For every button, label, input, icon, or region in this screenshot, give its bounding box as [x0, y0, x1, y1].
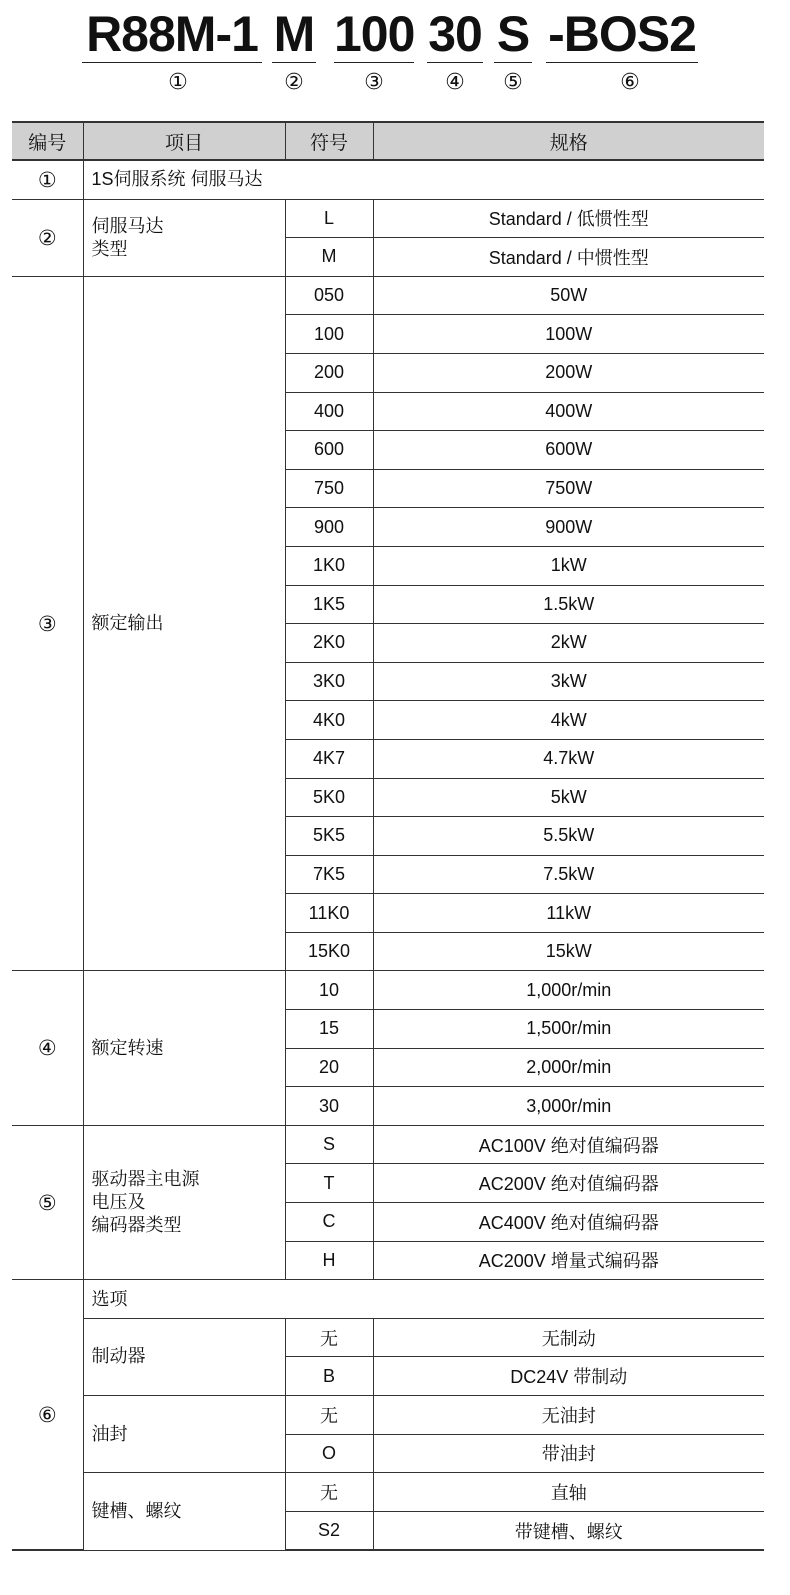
row-spec: 2,000r/min — [373, 1048, 764, 1087]
row-spec: 11kW — [373, 894, 764, 933]
section-item: 驱动器主电源 电压及 编码器类型 — [83, 1125, 285, 1279]
section-number: ⑥ — [12, 1280, 83, 1551]
table-row — [12, 1473, 764, 1512]
row-symbol: 20 — [285, 1048, 373, 1087]
row-spec: Standard / 低惯性型 — [373, 199, 764, 238]
row-spec: 7.5kW — [373, 855, 764, 894]
code-underline — [272, 62, 316, 63]
row-spec: 4.7kW — [373, 739, 764, 778]
row-spec: Standard / 中惯性型 — [373, 238, 764, 277]
table-row — [12, 1396, 764, 1435]
row-symbol: 5K5 — [285, 817, 373, 856]
row-symbol: 4K0 — [285, 701, 373, 740]
code-marker: ② — [284, 70, 304, 95]
row-symbol: T — [285, 1164, 373, 1203]
row-spec: 5.5kW — [373, 817, 764, 856]
row-symbol: 200 — [285, 353, 373, 392]
row-spec: 1,000r/min — [373, 971, 764, 1010]
code-segment-speed — [427, 6, 483, 62]
row-symbol: 10 — [285, 971, 373, 1010]
code-segment-text: 30 — [428, 6, 482, 62]
code-marker: ⑥ — [620, 70, 640, 95]
code-underline — [82, 62, 262, 63]
row-spec: 50W — [373, 276, 764, 315]
row-symbol: 11K0 — [285, 894, 373, 933]
row-symbol: M — [285, 238, 373, 277]
row-symbol: 30 — [285, 1087, 373, 1126]
section-number: ② — [12, 199, 83, 276]
row-symbol: 无 — [285, 1473, 373, 1512]
table-row — [12, 1318, 764, 1357]
code-segment-type — [272, 6, 316, 62]
code-segment-options — [546, 6, 698, 62]
option-item: 油封 — [83, 1396, 285, 1473]
row-spec: AC100V 绝对值编码器 — [373, 1125, 764, 1164]
table-row — [12, 971, 764, 1010]
row-symbol: 100 — [285, 315, 373, 354]
table-body — [12, 160, 764, 1550]
option-item: 制动器 — [83, 1318, 285, 1395]
code-marker: ① — [168, 70, 188, 95]
row-spec: 3kW — [373, 662, 764, 701]
row-symbol: 750 — [285, 469, 373, 508]
row-symbol: B — [285, 1357, 373, 1396]
row-symbol: 4K7 — [285, 739, 373, 778]
row-spec: 带键槽、螺纹 — [373, 1511, 764, 1550]
row-spec: 600W — [373, 431, 764, 470]
section-item: 伺服马达 类型 — [83, 199, 285, 276]
row-symbol: 1K0 — [285, 546, 373, 585]
row-spec: 2kW — [373, 624, 764, 663]
row-symbol: 15 — [285, 1010, 373, 1049]
header-number: 编号 — [12, 122, 83, 160]
code-segment-text: M — [273, 6, 315, 62]
code-marker: ⑤ — [503, 70, 523, 95]
table-row — [12, 1280, 764, 1319]
row-symbol: 2K0 — [285, 624, 373, 663]
section-number: ① — [12, 160, 83, 199]
section-number: ⑤ — [12, 1125, 83, 1279]
row-spec: 无制动 — [373, 1318, 764, 1357]
header-spec: 规格 — [373, 122, 764, 160]
row-symbol: S — [285, 1125, 373, 1164]
code-segment-text: 100 — [334, 6, 415, 62]
code-marker: ③ — [364, 70, 384, 95]
row-spec: 1kW — [373, 546, 764, 585]
code-segment-series — [82, 6, 262, 62]
row-spec: 无油封 — [373, 1396, 764, 1435]
code-segment-voltage — [494, 6, 532, 62]
section-number: ③ — [12, 276, 83, 971]
code-segment-output — [334, 6, 414, 62]
row-symbol: 无 — [285, 1396, 373, 1435]
code-segment-text: R88M-1 — [86, 6, 258, 62]
row-spec: AC200V 绝对值编码器 — [373, 1164, 764, 1203]
section-item: 1S伺服系统 伺服马达 — [83, 160, 764, 199]
row-spec: 400W — [373, 392, 764, 431]
row-spec: 15kW — [373, 932, 764, 971]
row-symbol: 5K0 — [285, 778, 373, 817]
row-spec: 200W — [373, 353, 764, 392]
row-symbol: 1K5 — [285, 585, 373, 624]
row-symbol: 050 — [285, 276, 373, 315]
row-spec: 100W — [373, 315, 764, 354]
row-spec: 1.5kW — [373, 585, 764, 624]
row-spec: 4kW — [373, 701, 764, 740]
table-row — [12, 1125, 764, 1164]
header-symbol: 符号 — [285, 122, 373, 160]
row-symbol: 无 — [285, 1318, 373, 1357]
row-spec: 带油封 — [373, 1434, 764, 1473]
code-marker: ④ — [445, 70, 465, 95]
section-item: 选项 — [83, 1280, 764, 1319]
row-symbol: 3K0 — [285, 662, 373, 701]
row-symbol: O — [285, 1434, 373, 1473]
row-spec: 900W — [373, 508, 764, 547]
section-number: ④ — [12, 971, 83, 1125]
row-spec: 3,000r/min — [373, 1087, 764, 1126]
row-symbol: 7K5 — [285, 855, 373, 894]
row-spec: 750W — [373, 469, 764, 508]
code-underline — [546, 62, 698, 63]
row-symbol: 15K0 — [285, 932, 373, 971]
header-item: 项目 — [83, 122, 285, 160]
row-symbol: 900 — [285, 508, 373, 547]
table-row — [12, 160, 764, 199]
code-underline — [494, 62, 532, 63]
model-spec-table — [12, 121, 764, 1551]
row-spec: 1,500r/min — [373, 1010, 764, 1049]
row-symbol: H — [285, 1241, 373, 1280]
code-segment-text: -BOS2 — [548, 6, 696, 62]
row-symbol: C — [285, 1203, 373, 1242]
code-segment-text: S — [496, 6, 530, 62]
row-symbol: S2 — [285, 1511, 373, 1550]
table-row — [12, 276, 764, 315]
row-spec: AC400V 绝对值编码器 — [373, 1203, 764, 1242]
table-row — [12, 199, 764, 238]
table-header-row — [12, 122, 764, 160]
row-spec: DC24V 带制动 — [373, 1357, 764, 1396]
code-underline — [334, 62, 414, 63]
row-symbol: 600 — [285, 431, 373, 470]
row-spec: 直轴 — [373, 1473, 764, 1512]
row-spec: 5kW — [373, 778, 764, 817]
section-item: 额定输出 — [83, 276, 285, 971]
row-spec: AC200V 增量式编码器 — [373, 1241, 764, 1280]
row-symbol: 400 — [285, 392, 373, 431]
code-underline — [427, 62, 483, 63]
section-item: 额定转速 — [83, 971, 285, 1125]
option-item: 键槽、螺纹 — [83, 1473, 285, 1551]
row-symbol: L — [285, 199, 373, 238]
